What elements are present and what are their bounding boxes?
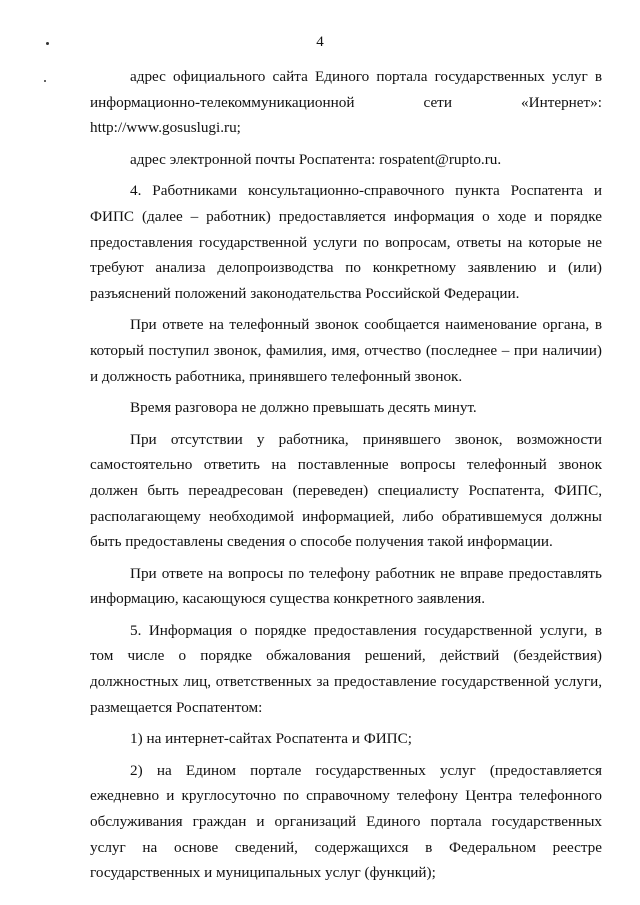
paragraph-call-duration: Время разговора не должно превышать десять минут. — [130, 399, 477, 417]
paragraph-restriction: При ответе на вопросы по телефону работник не вправе предоставлять информацию, касающуюся существа конкретного заявления. — [90, 564, 602, 608]
scan-speck — [44, 80, 46, 82]
paragraph-list-1: 1) на интернет-сайтах Роспатента и ФИПС; — [130, 730, 412, 748]
paragraph-phone-answer: При ответе на телефонный звонок сообщается наименование органа, в который поступил звонок, фамилия, имя, отчество (последнее – при наличии) и должность работника, принявшего телефонный звонок. — [90, 316, 602, 385]
paragraph-site-address: адрес официального сайта Единого портала государственных услуг в информационно-телекоммуникационной сети «Интернет»: http://www.gosuslugi.ru; — [90, 68, 602, 137]
page-number: 4 — [316, 34, 324, 50]
paragraph-email: адрес электронной почты Роспатента: rospatent@rupto.ru. — [130, 150, 502, 168]
document-body — [90, 64, 602, 886]
paragraph-item-4: 4. Работниками консультационно-справочного пункта Роспатента и ФИПС (далее – работник) предоставляется информация о ходе и порядке предоставления государственной услуги по вопросам, ответы на которые не требуют анализа делопроизводства по конкретному заявлению и (или) разъяснений положений законодательства Российской Федерации. — [90, 182, 602, 302]
paragraph-item-5: 5. Информация о порядке предоставления государственной услуги, в том числе о порядке обжалования решений, действий (бездействия) должностных лиц, ответственных за предоставление государственной услуги, размещается Роспатентом: — [90, 621, 602, 716]
paragraph-list-2: 2) на Едином портале государственных услуг (предоставляется ежедневно и круглосуточно по справочному телефону Центра телефонного обслуживания граждан и организаций Единого портала государственных услуг на основе сведений, содержащихся в Федеральном реестре государственных и муниципальных услуг (функций); — [90, 761, 602, 882]
paragraph-redirect: При отсутствии у работника, принявшего звонок, возможности самостоятельно ответить на поставленные вопросы телефонный звонок должен быть переадресован (переведен) специалисту Роспатента, ФИПС, располагающему необходимой информацией, либо обратившемуся должны быть предоставлены сведения о способе получения такой информации. — [90, 430, 602, 551]
